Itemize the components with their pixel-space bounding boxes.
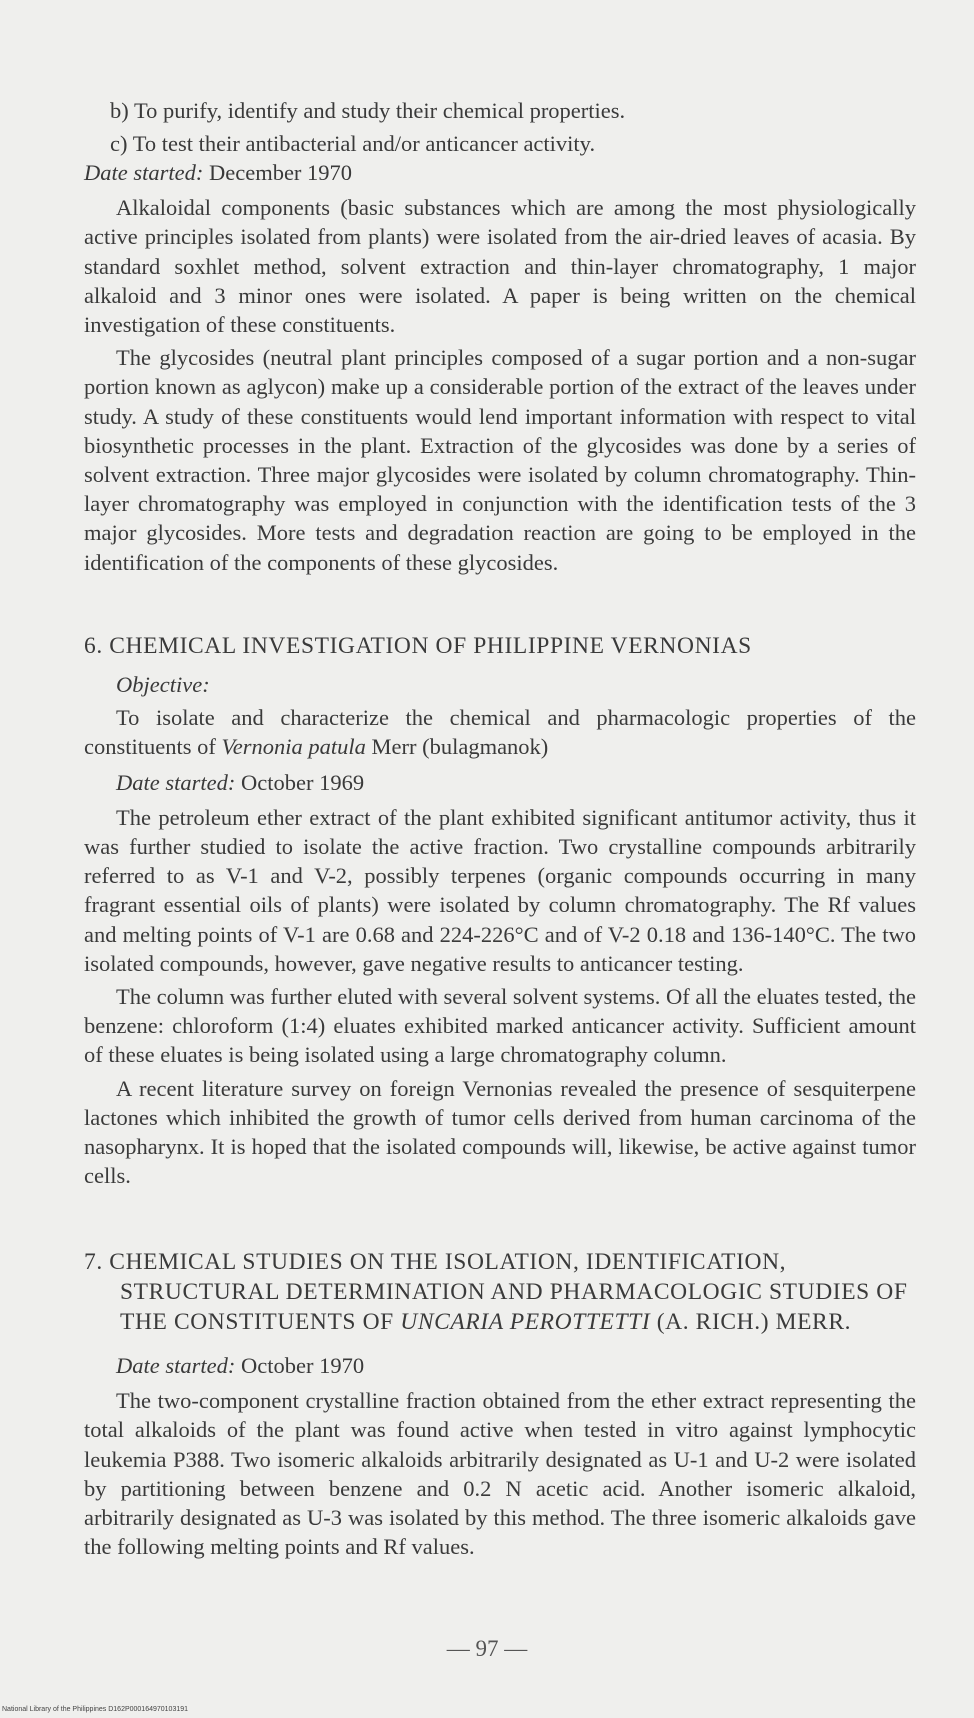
- section-7-heading-text: 7. CHEMICAL STUDIES ON THE ISOLATION, IDENTIFICATION, STRUCTURAL DETERMINATION AND PHARMACOLOGIC STUDIES OF THE CONSTITUENTS OF: [84, 1249, 908, 1335]
- paragraph-glycosides: The glycosides (neutral plant principles composed of a sugar portion and a non-sugar portion known as aglycon) make up a considerable portion of the extract of the leaves under study. A study of these constituents would lend important information with respect to vital biosynthetic processes in the plant. Extraction of the glycosides was done by a series of solvent extraction. Three major glycosides were isolated by column chromatography. Thin-layer chromatography was employed in conjunction with the identification tests of the 3 major glycosides. More tests and degradation reaction are going to be employed in the identification of the components of these glycosides.: [84, 345, 916, 575]
- objective-text-end: Merr (bulagmanok): [365, 734, 549, 760]
- section-6: [84, 631, 916, 1190]
- date-started-line: [84, 158, 916, 187]
- section-7: [84, 1247, 916, 1561]
- paragraph-alkaloids: Alkaloidal components (basic substances which are among the most physiologically active principles isolated from plants) were isolated from the air-dried leaves of acasia. By standard soxhlet method, solvent extraction and thin-layer chromatography, 1 major alkaloid and 3 minor ones were isolated. A paper is being written on the chemical investigation of these constituents.: [84, 195, 916, 338]
- objective-text-start: To isolate and characterize the chemical and pharmacologic properties of the constituents of: [84, 705, 916, 760]
- date-started-label: Date started:: [84, 160, 204, 185]
- date-started-line: [84, 1351, 916, 1380]
- date-started-value: October 1970: [240, 1353, 365, 1378]
- date-started-value: October 1969: [240, 769, 365, 795]
- objective-label: Objective:: [116, 672, 210, 697]
- objective-c: c) To test their antibacterial and/or anticancer activity.: [110, 131, 596, 157]
- species-name: Vernonia patula: [221, 734, 366, 760]
- objective-text: [84, 703, 916, 761]
- date-started-label: Date started:: [116, 1353, 236, 1378]
- section-7-heading-end: (A. RICH.) MERR.: [650, 1309, 852, 1335]
- section-7-species: UNCARIA PEROTTETTI: [400, 1309, 651, 1335]
- date-started-value: December 1970: [208, 160, 353, 185]
- section-5-body: [84, 158, 916, 577]
- objective-b: b) To purify, identify and study their chemical properties.: [110, 98, 626, 123]
- section-6-heading: 6. CHEMICAL INVESTIGATION OF PHILIPPINE VERNONIAS: [84, 633, 752, 659]
- objective-line: [84, 670, 916, 699]
- scan-attribution: National Library of the Philippines D162P000164970103191: [2, 1706, 189, 1713]
- paragraph-crystalline-fraction: The two-component crystalline fraction obtained from the ether extract representing the total alkaloids of the plant was found active when tested in vitro against lymphocytic leukemia P388. Two isomeric alkaloids arbitrarily designated as U-1 and U-2 were isolated by partitioning between benzene and 0.2 N acetic acid. Another isomeric alkaloid, arbitrarily designated as U-3 was isolated by this method. The three isomeric alkaloids gave the following melting points and Rf values.: [84, 1388, 916, 1560]
- date-started-label: Date started:: [116, 769, 236, 795]
- paragraph-petroleum-ether: The petroleum ether extract of the plant exhibited significant antitumor activity, thus it was further studied to isolate the active fraction. Two crystalline compounds arbitrarily referred to as V-1 and V-2, possibly terpenes (organic compounds occurring in many fragrant essential oils of plants) were isolated by column chromatography. The Rf values and melting points of V-1 are 0.68 and 224-226°C and of V-2 0.18 and 136-140°C. The two isolated compounds, however, gave negative results to anticancer testing.: [84, 804, 916, 976]
- paragraph-column-eluted: The column was further eluted with several solvent systems. Of all the eluates tested, the benzene: chloroform (1:4) eluates exhibited marked anticancer activity. Sufficient amount of these eluates is being isolated using a large chromatography column.: [84, 984, 916, 1068]
- page-number: — 97 —: [446, 1636, 528, 1661]
- paragraph-literature-survey: A recent literature survey on foreign Vernonias revealed the presence of sesquiterpene lactones which inhibited the growth of tumor cells derived from human carcinoma of the nasopharynx. It is hoped that the isolated compounds will, likewise, be active against tumor cells.: [84, 1075, 916, 1189]
- section-7-heading: [84, 1247, 916, 1337]
- date-started-line: [84, 768, 916, 797]
- objectives-list: [84, 96, 916, 158]
